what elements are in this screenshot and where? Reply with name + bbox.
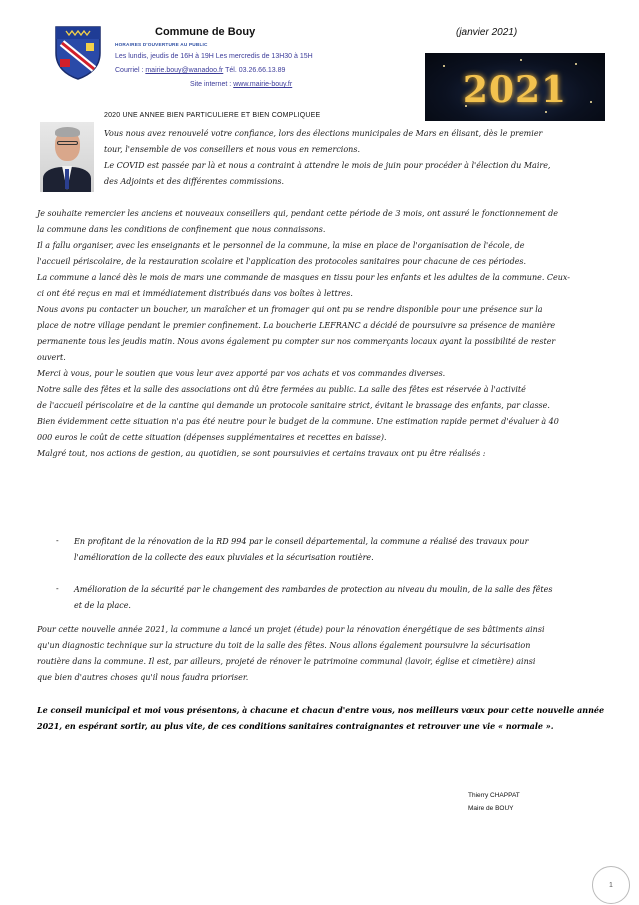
text-line: Vous nous avez renouvelé votre confiance, lors des élections municipales de Mars en élisant, dès le premier: [104, 129, 543, 138]
letter-heading: 2020 UNE ANNEE BIEN PARTICULIERE ET BIEN COMPLIQUEE: [104, 112, 321, 119]
email-label: Courriel :: [115, 67, 146, 74]
signatory-role: Maire de BOUY: [468, 805, 514, 812]
text-line: tour, l'ensemble de vos conseillers et nous vous en remercions.: [104, 145, 360, 154]
intro-paragraph: [104, 126, 550, 190]
text-line: 000 euros le coût de cette situation (dépenses supplémentaires et recettes en baisse).: [37, 433, 387, 442]
website-label: Site internet :: [190, 81, 234, 88]
bullet-item: [74, 534, 528, 566]
contact-line: [115, 67, 285, 74]
text-line: de l'accueil périscolaire et de la cantine qui demande un protocole sanitaire strict, évitant le brassage des enfants, par classe.: [37, 401, 550, 410]
text-line: Malgré tout, nos actions de gestion, au quotidien, se sont poursuivies et certains travaux ont pu être réalisés :: [37, 449, 486, 458]
text-line: La commune a lancé dès le mois de mars une commande de masques en tissu pour les enfants et les adultes de la commune. Ceux-: [37, 273, 571, 282]
text-line: Il a fallu organiser, avec les enseignants et le personnel de la commune, la mise en place de l'organisation de l'école, de: [37, 241, 525, 250]
text-line: l'accueil périscolaire, de la restauration scolaire et l'application des protocoles sanitaires pour chacune de ces périodes.: [37, 257, 527, 266]
main-paragraphs: [37, 206, 570, 462]
letter-date: (janvier 2021): [456, 27, 518, 38]
text-line: Je souhaite remercier les anciens et nouveaux conseillers qui, pendant cette période de 3 mois, ont assuré le fonctionnement de: [37, 209, 559, 218]
closing-wishes: [37, 702, 604, 734]
mayor-photo: [40, 122, 94, 192]
phone-number: Tél. 03.26.66.13.89: [223, 67, 286, 74]
text-line: la commune dans les conditions de confinement que nous connaissons.: [37, 225, 326, 234]
new-year-banner: [425, 53, 605, 121]
signatory-name: Thierry CHAPPAT: [468, 792, 520, 799]
text-line: ci ont été reçus en mai et immédiatement distribués dans vos boîtes à lettres.: [37, 289, 353, 298]
text-line: permanente tous les jeudis matin. Nous avons également pu compter sur nos commerçants locaux ayant la possibilité de rester: [37, 337, 556, 346]
bullet-marker: -: [56, 584, 59, 593]
website-line: [190, 81, 292, 88]
text-line: des Adjoints et des différentes commissions.: [104, 177, 285, 186]
bullet-marker: -: [56, 536, 59, 545]
text-line: Bien évidemment cette situation n'a pas été neutre pour le budget de la commune. Une estimation rapide permet d'évaluer à 40: [37, 417, 559, 426]
text-line: En profitant de la rénovation de la RD 994 par le conseil départemental, la commune a réalisé des travaux pour: [74, 537, 529, 546]
text-line: Amélioration de la sécurité par le changement des rambardes de protection au niveau du moulin, de la salle des fêtes: [74, 585, 553, 594]
website-link[interactable]: www.mairie-bouy.fr: [233, 81, 293, 88]
projects-paragraph: [37, 622, 545, 686]
text-line: Le conseil municipal et moi vous présentons, à chacune et chacun d'entre vous, nos meilleurs vœux pour cette nouvelle année: [37, 705, 605, 715]
text-line: Le COVID est passée par là et nous a contraint à attendre le mois de juin pour procéder à l'élection du Maire,: [104, 161, 551, 170]
text-line: Notre salle des fêtes et la salle des associations ont dû être fermées au public. La salle des fêtes est réservée à l'activité: [37, 385, 526, 394]
page-number: 1: [592, 866, 630, 904]
banner-year: 2021: [462, 69, 568, 111]
text-line: et de la place.: [74, 601, 131, 610]
text-line: qu'un diagnostic technique sur la structure du toit de la salle des fêtes. Nous allons également poursuivre la sécurisation: [37, 641, 531, 650]
text-line: place de notre village pendant le premier confinement. La boucherie LEFRANC a décidé de poursuivre sa présence de manière: [37, 321, 556, 330]
text-line: l'amélioration de la collecte des eaux pluviales et la sécurisation routière.: [74, 553, 374, 562]
text-line: Nous avons pu contacter un boucher, un maraîcher et un fromager qui ont pu se rendre disponible pour une présence sur la: [37, 305, 543, 314]
email-link[interactable]: mairie.bouy@wanadoo.fr: [145, 67, 224, 74]
opening-hours: Les lundis, jeudis de 16H à 19H Les mercredis de 13H30 à 15H: [115, 53, 313, 60]
text-line: Merci à vous, pour le soutien que vous leur avez apporté par vos achats et vos commandes diverses.: [37, 369, 446, 378]
text-line: que bien d'autres choses qu'il nous faudra prioriser.: [37, 673, 249, 682]
text-line: ouvert.: [37, 353, 66, 362]
text-line: routière dans la commune. Il est, par ailleurs, projeté de rénover le patrimoine communal (lavoir, église et cimetière) ainsi: [37, 657, 536, 666]
text-line: 2021, en espérant sortir, au plus vite, de ces conditions sanitaires contraignantes et retrouver une vie « normale ».: [37, 721, 554, 731]
bullet-item: [74, 582, 552, 614]
commune-title: Commune de Bouy: [155, 26, 256, 38]
text-line: Pour cette nouvelle année 2021, la commune a lancé un projet (étude) pour la rénovation énergétique de ses bâtiments ainsi: [37, 625, 545, 634]
opening-hours-heading: HORAIRES D'OUVERTURE AU PUBLIC: [115, 42, 208, 47]
commune-coat-of-arms-icon: [52, 23, 104, 81]
